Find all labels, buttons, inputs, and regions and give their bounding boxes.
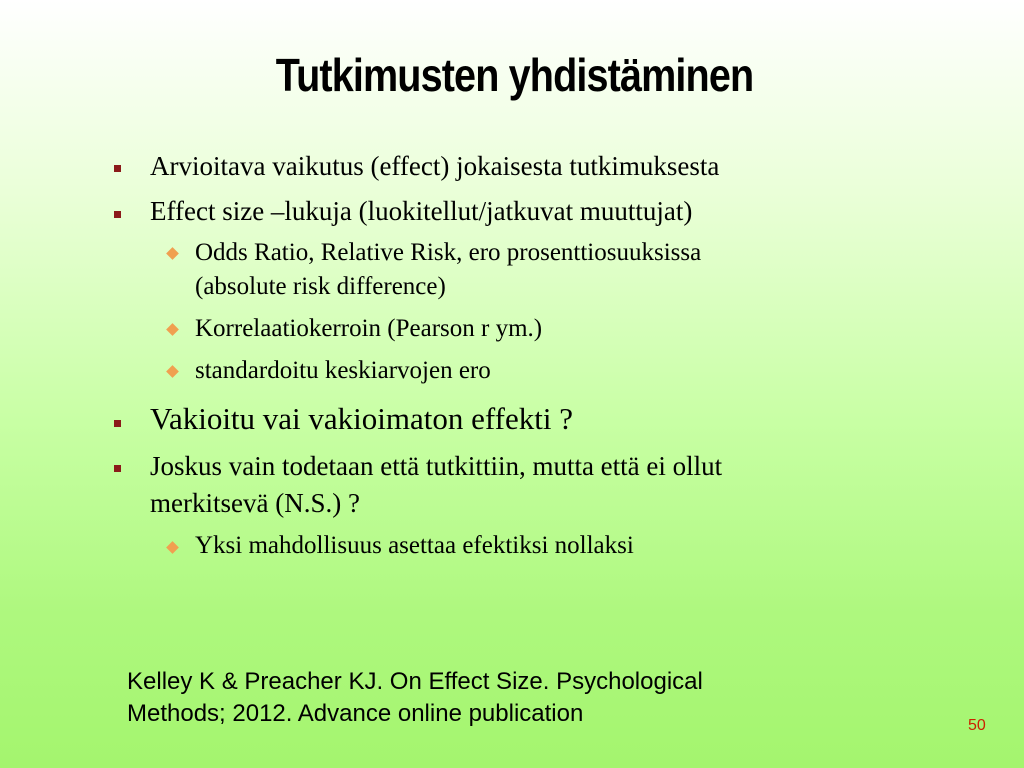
- sub-bullet-text: Yksi mahdollisuus asettaa efektiksi nollaksi: [195, 532, 634, 559]
- diamond-bullet-icon: [166, 365, 179, 378]
- citation: [127, 666, 703, 731]
- square-bullet-icon: [114, 211, 121, 218]
- sub-bullet-text-continuation: (absolute risk difference): [195, 273, 446, 300]
- bullet-text: Joskus vain todetaan että tutkittiin, mutta että ei ollut: [150, 451, 723, 481]
- slide-title: Tutkimusten yhdistäminen: [275, 49, 754, 101]
- bullet-text-continuation: merkitsevä (N.S.) ?: [150, 488, 360, 518]
- bullet-text: Arvioitava vaikutus (effect) jokaisesta tutkimuksesta: [150, 151, 720, 181]
- citation-line: Methods; 2012. Advance online publication: [127, 700, 584, 728]
- sub-bullet-text: Korrelaatiokerroin (Pearson r ym.): [195, 315, 543, 342]
- diamond-bullet-icon: [166, 541, 179, 554]
- page-number: 50: [968, 717, 986, 734]
- sub-bullet-text: Odds Ratio, Relative Risk, ero prosenttiosuuksissa: [195, 239, 702, 266]
- bullet-text: Vakioitu vai vakioimaton effekti ?: [150, 401, 573, 436]
- square-bullet-icon: [114, 465, 121, 472]
- sub-bullet-text: standardoitu keskiarvojen ero: [195, 357, 491, 384]
- square-bullet-icon: [114, 420, 121, 427]
- bullet-text: Effect size –lukuja (luokitellut/jatkuvat muuttujat): [150, 196, 693, 226]
- square-bullet-icon: [114, 165, 121, 172]
- diamond-bullet-icon: [166, 323, 179, 336]
- diamond-bullet-icon: [166, 247, 179, 260]
- citation-line: Kelley K & Preacher KJ. On Effect Size. Psychological: [127, 668, 703, 695]
